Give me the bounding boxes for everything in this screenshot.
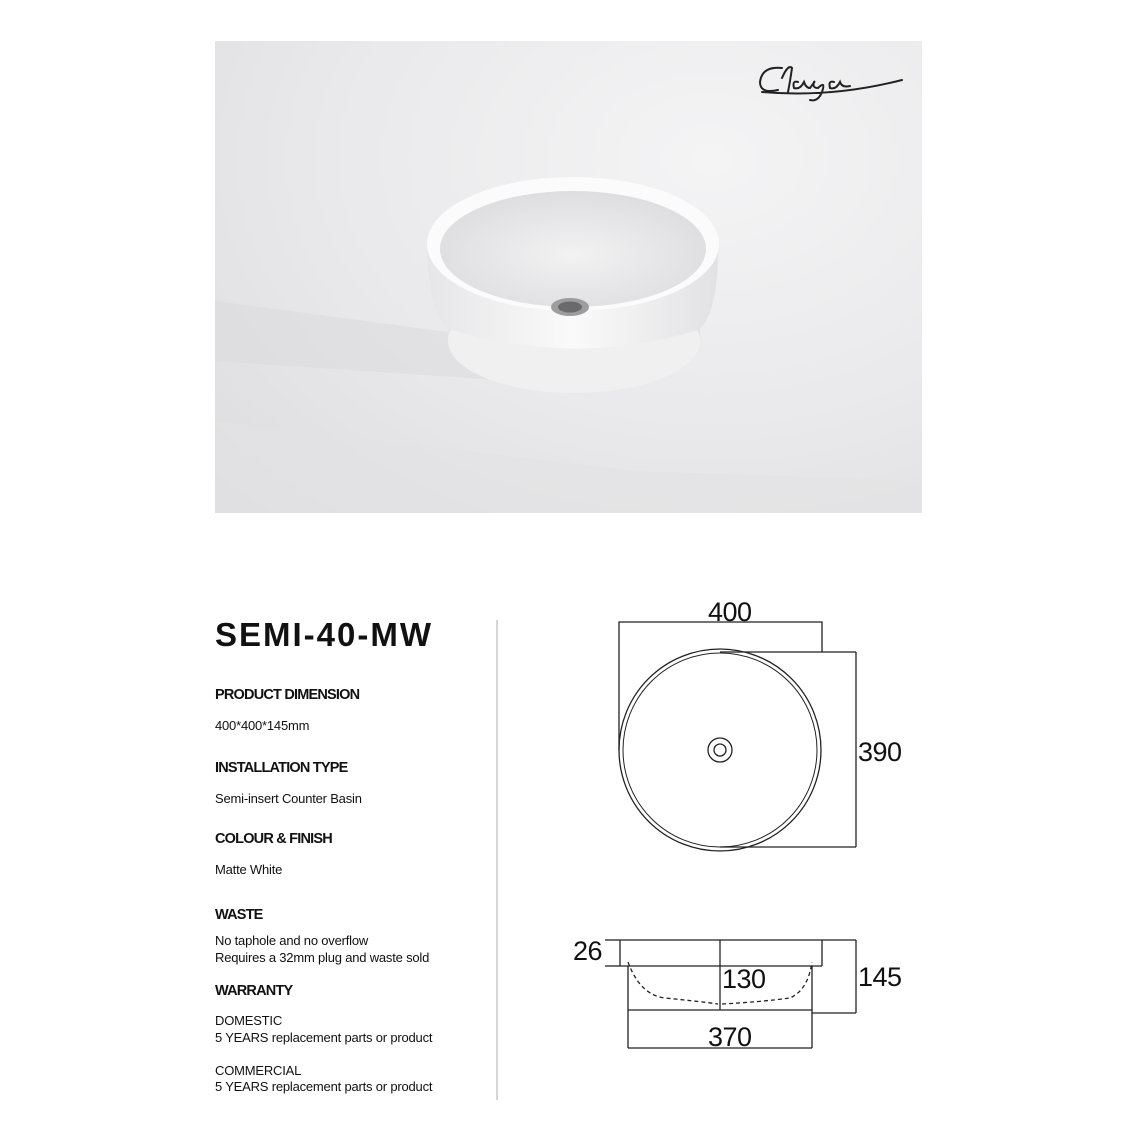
warranty-commercial-label: COMMERCIAL — [215, 1063, 302, 1078]
dimension-top-width: 400 — [708, 597, 752, 627]
product-code: SEMI-40-MW — [215, 616, 433, 653]
dimension-top-depth: 390 — [858, 737, 902, 767]
warranty-domestic-value: 5 YEARS replacement parts or product — [215, 1030, 433, 1045]
product-dimension-heading: PRODUCT DIMENSION — [215, 687, 360, 703]
colour-finish-heading: COLOUR & FINISH — [215, 831, 332, 847]
warranty-heading: WARRANTY — [215, 983, 293, 999]
waste-line-1: No taphole and no overflow — [215, 933, 369, 948]
installation-type-heading: INSTALLATION TYPE — [215, 760, 348, 776]
dimension-total-height: 145 — [858, 962, 902, 992]
product-dimension-value: 400*400*145mm — [215, 718, 310, 733]
colour-finish-value: Matte White — [215, 862, 283, 877]
top-view-outline — [619, 622, 856, 851]
waste-line-2: Requires a 32mm plug and waste sold — [215, 950, 430, 965]
dimension-rim-height: 26 — [573, 936, 603, 966]
warranty-domestic-label: DOMESTIC — [215, 1013, 283, 1028]
dimension-bowl-depth: 130 — [722, 964, 766, 994]
dimension-base-width: 370 — [708, 1022, 752, 1052]
waste-heading: WASTE — [215, 907, 263, 923]
warranty-commercial-value: 5 YEARS replacement parts or product — [215, 1079, 433, 1094]
installation-type-value: Semi-insert Counter Basin — [215, 791, 362, 806]
